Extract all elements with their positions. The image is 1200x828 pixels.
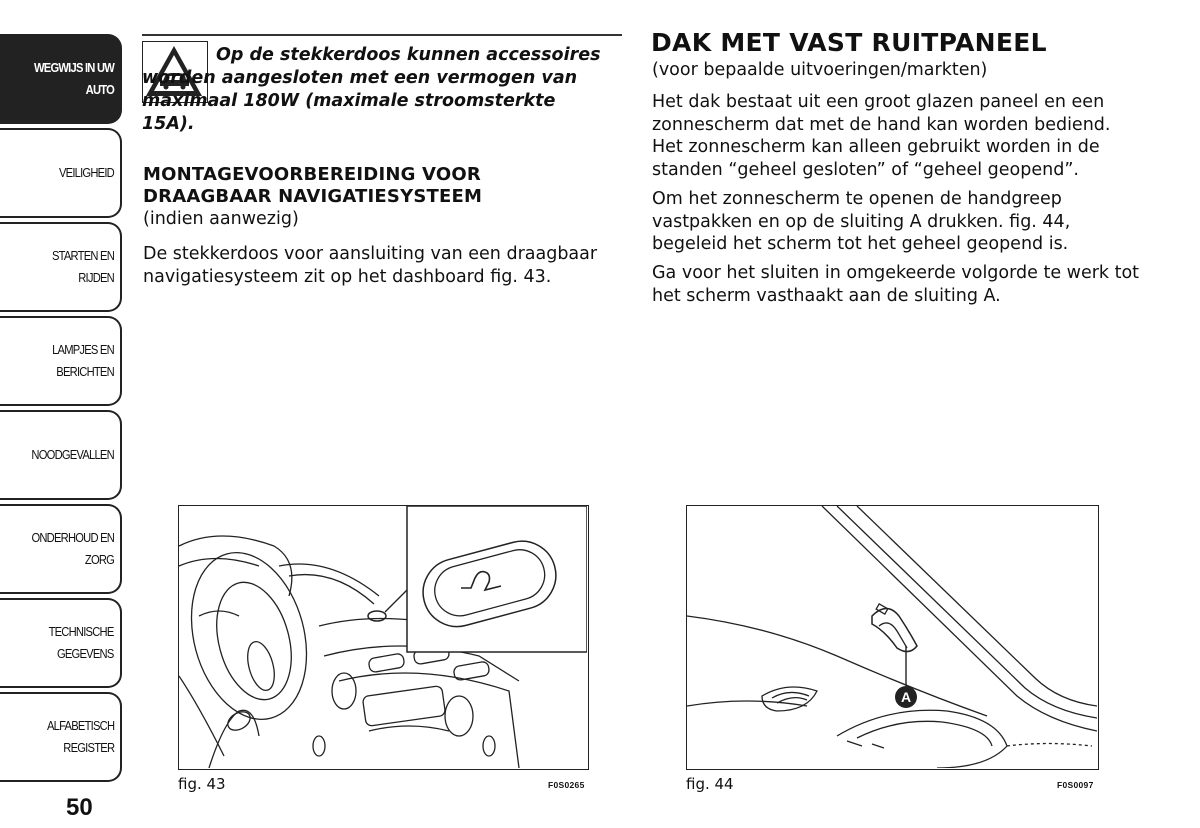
figure-sunroof-latch xyxy=(686,505,1099,770)
figure-caption: fig. 43 xyxy=(178,775,226,793)
tab-veiligheid[interactable] xyxy=(0,128,122,218)
page-number: 50 xyxy=(66,794,93,821)
tab-label: VEILIGHEID xyxy=(58,165,114,180)
tab-label: ALFABETISCH REGISTER xyxy=(46,718,114,755)
tab-label: ONDERHOUD EN ZORG xyxy=(31,530,114,567)
paragraph: Het dak bestaat uit een groot glazen paneel en een zonnescherm dat met de hand kan worden bediend. Het zonnescherm kan alleen gebruikt worden in de standen “geheel gesloten” of “geheel geopend”. xyxy=(652,92,1111,180)
tab-technische-gegevens[interactable] xyxy=(0,598,122,688)
tab-lampjes-en-berichten[interactable] xyxy=(0,316,122,406)
warning-text: Op de stekkerdoos kunnen accessoires worden aangesloten met een vermogen van maximaal 180W (maximale stroomsterkte 15A). xyxy=(142,45,601,134)
section-heading-roof: DAK MET VAST RUITPANEEL xyxy=(651,28,1047,57)
section-divider xyxy=(142,34,622,36)
tab-label: WEGWIJS IN UW AUTO xyxy=(33,60,114,97)
paragraph: De stekkerdoos voor aansluiting van een draagbaar navigatiesysteem zit op het dashboard fig. 43. xyxy=(143,244,598,287)
tab-label: LAMPJES EN BERICHTEN xyxy=(52,342,114,379)
section-subheading: (indien aanwezig) xyxy=(143,209,299,229)
tab-starten-en-rijden[interactable] xyxy=(0,222,122,312)
section-subheading: (voor bepaalde uitvoeringen/markten) xyxy=(652,60,988,80)
sunroof-illustration xyxy=(687,506,1097,768)
paragraph: Ga voor het sluiten in omgekeerde volgorde te werk tot het scherm vasthaakt aan de sluiting A. xyxy=(652,263,1140,306)
tab-wegwijs[interactable] xyxy=(0,34,122,124)
heading-line: MONTAGEVOORBEREIDING VOOR xyxy=(143,164,481,185)
tab-label: NOODGEVALLEN xyxy=(31,447,114,462)
figure-dashboard-socket xyxy=(178,505,589,770)
tab-label: TECHNISCHE GEGEVENS xyxy=(49,624,114,661)
figure-code: F0S0097 xyxy=(1057,780,1094,790)
figure-code: F0S0265 xyxy=(548,780,585,790)
heading-line: DRAAGBAAR NAVIGATIESYSTEEM xyxy=(143,186,483,207)
section-heading-navigation xyxy=(143,164,613,208)
tab-alfabetisch-register[interactable] xyxy=(0,692,122,782)
paragraph: Om het zonnescherm te openen de handgreep vastpakken en op de sluiting A drukken. fig. 44, begeleid het scherm tot het geheel geopend is. xyxy=(652,189,1071,254)
tab-label: STARTEN EN RIJDEN xyxy=(51,248,114,285)
tab-onderhoud-en-zorg[interactable] xyxy=(0,504,122,594)
dashboard-illustration xyxy=(179,506,587,768)
callout-label: A xyxy=(900,689,912,705)
tab-noodgevallen[interactable] xyxy=(0,410,122,500)
figure-caption: fig. 44 xyxy=(686,775,734,793)
